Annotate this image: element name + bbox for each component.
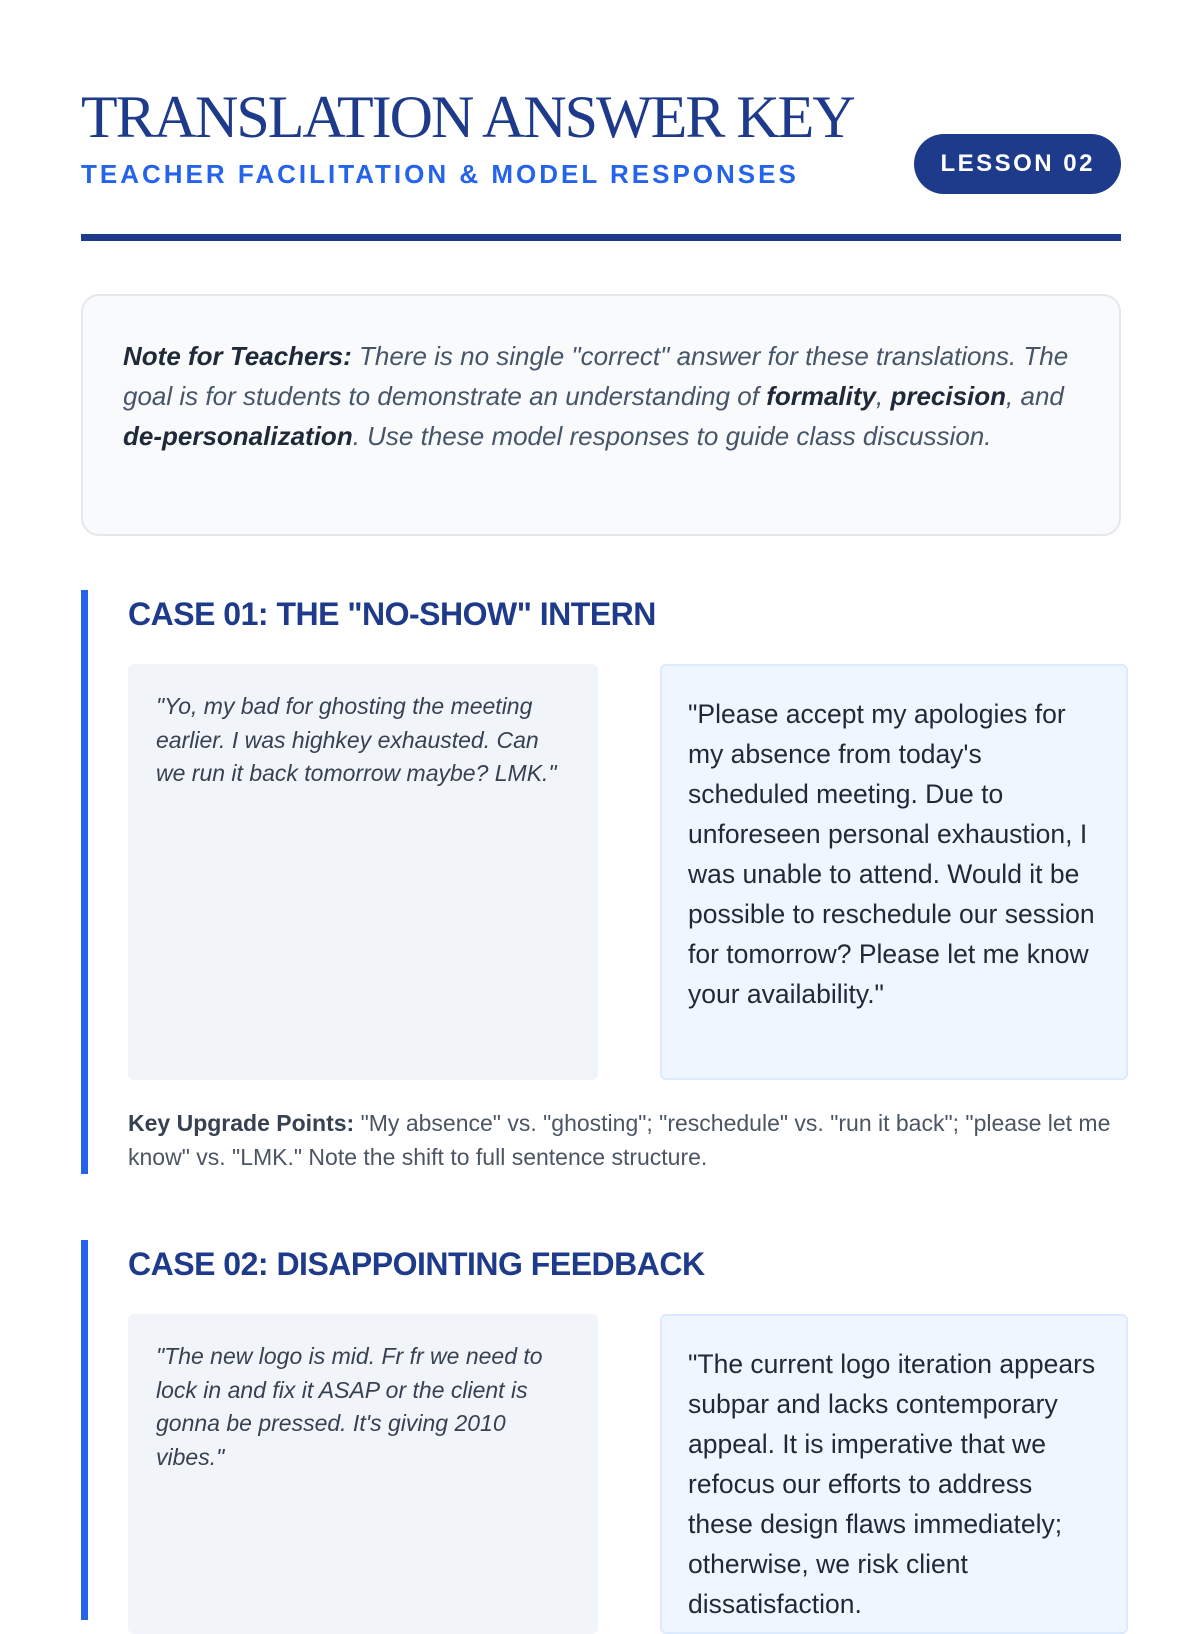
formal-model-response: "Please accept my apologies for my absence from today's scheduled meeting. Due to unforeseen personal exhaustion, I was unable to attend. Would it be possible to reschedule our session for tomorrow? Please let me know your availability." bbox=[660, 664, 1128, 1080]
term-precision: precision bbox=[890, 381, 1007, 411]
key-upgrade-points-text: "My absence" vs. "ghosting"; "reschedule" vs. "run it back"; "please let me know" vs. "LMK." Note the shift to full sentence structure. bbox=[128, 1110, 1111, 1170]
term-de-personalization: de-personalization bbox=[123, 421, 353, 451]
key-upgrade-points bbox=[128, 1106, 1128, 1174]
case-title: CASE 02: DISAPPOINTING FEEDBACK bbox=[128, 1246, 705, 1282]
case-card bbox=[81, 590, 1121, 1174]
teacher-note-separator: , bbox=[876, 381, 891, 411]
case-card bbox=[81, 1240, 1121, 1620]
teacher-note-label: Note for Teachers: bbox=[123, 341, 352, 371]
case-title: CASE 01: THE "NO-SHOW" INTERN bbox=[128, 596, 656, 632]
teacher-note-separator: , and bbox=[1006, 381, 1064, 411]
lesson-badge: LESSON 02 bbox=[914, 134, 1121, 194]
slang-original: "The new logo is mid. Fr fr we need to lock in and fix it ASAP or the client is gonna be pressed. It's giving 2010 vibes." bbox=[128, 1314, 598, 1634]
slang-original: "Yo, my bad for ghosting the meeting earlier. I was highkey exhausted. Can we run it back tomorrow maybe? LMK." bbox=[128, 664, 598, 1080]
teacher-note-text: . Use these model responses to guide class discussion. bbox=[352, 421, 992, 451]
page-title: TRANSLATION ANSWER KEY bbox=[81, 84, 854, 150]
formal-model-response: "The current logo iteration appears subpar and lacks contemporary appeal. It is imperative that we refocus our efforts to address these design flaws immediately; otherwise, we risk client dissatisfaction. bbox=[660, 1314, 1128, 1634]
answer-key-page bbox=[81, 0, 1121, 1619]
header-divider bbox=[81, 234, 1121, 241]
key-upgrade-points-label: Key Upgrade Points: bbox=[128, 1110, 355, 1136]
page-subtitle: TEACHER FACILITATION & MODEL RESPONSES bbox=[81, 159, 799, 189]
page-header bbox=[81, 0, 1121, 242]
teacher-note-text: There is no single "correct" answer for these translations. The goal is for students to demonstrate an understanding of bbox=[123, 341, 1069, 411]
teacher-note bbox=[81, 294, 1121, 536]
term-formality: formality bbox=[766, 381, 876, 411]
